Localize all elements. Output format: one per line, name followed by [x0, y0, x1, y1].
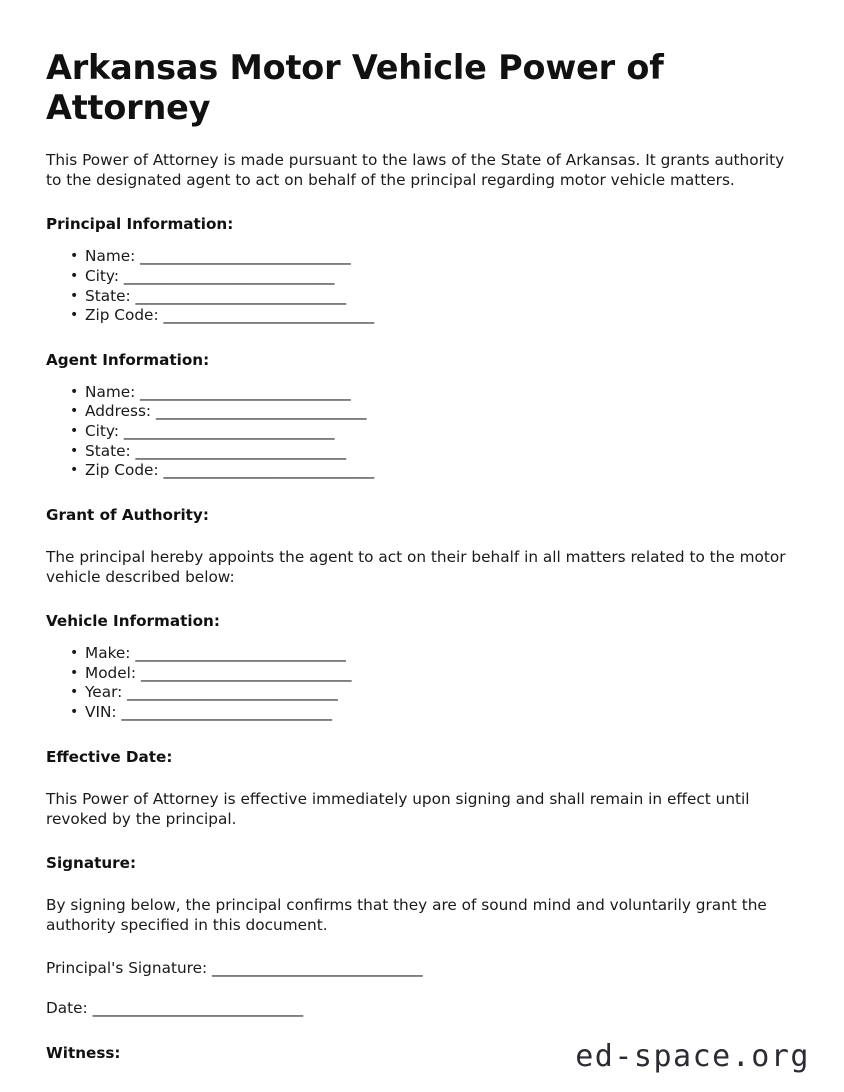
field-principal-zip: [85, 306, 798, 326]
field-label: Name:: [85, 382, 136, 401]
field-label: VIN:: [85, 702, 117, 721]
signature-heading: Signature:: [46, 853, 137, 872]
document-content: [46, 48, 798, 1063]
grant-of-authority-body: The principal hereby appoints the agent to act on their behalf in all matters related to the motor vehicle described below:: [46, 547, 786, 586]
field-label: State:: [85, 286, 131, 305]
field-principal-city: [85, 267, 798, 287]
field-rule[interactable]: _____________________________: [92, 998, 303, 1017]
field-principal-state: [85, 287, 798, 307]
field-vehicle-vin: [85, 703, 798, 723]
field-rule[interactable]: _____________________________: [163, 306, 374, 325]
effective-date-body: This Power of Attorney is effective immediately upon signing and shall remain in effect until revoked by the principal.: [46, 789, 750, 828]
field-vehicle-year: [85, 683, 798, 703]
field-label: Zip Code:: [85, 306, 159, 325]
field-label: Make:: [85, 644, 131, 663]
field-label: City:: [85, 421, 120, 440]
field-agent-zip: [85, 461, 798, 481]
field-vehicle-model: [85, 664, 798, 684]
field-rule[interactable]: _____________________________: [123, 421, 335, 440]
effective-date-heading: Effective Date:: [46, 747, 173, 766]
field-agent-name: [85, 383, 798, 403]
signature-body: By signing below, the principal confirms that they are of sound mind and voluntarily grant the authority specified in this document.: [46, 895, 767, 935]
field-rule[interactable]: _____________________________: [140, 247, 351, 266]
intro-paragraph: This Power of Attorney is made pursuant to the laws of the State of Arkansas. It grants authority to the designated agent to act on behalf of the principal regarding motor vehicle matters.: [46, 151, 785, 190]
field-label: City:: [85, 267, 120, 285]
field-label: Address:: [85, 402, 152, 421]
field-label: Date:: [46, 998, 88, 1017]
field-label: Principal's Signature:: [46, 959, 208, 978]
agent-information-fields: [46, 383, 798, 481]
principal-signature-field: [46, 959, 798, 979]
grant-of-authority-heading: Grant of Authority:: [46, 505, 209, 524]
field-label: Model:: [85, 663, 137, 682]
field-agent-state: [85, 442, 798, 462]
field-rule[interactable]: _____________________________: [121, 702, 332, 721]
field-label: Name:: [85, 247, 136, 266]
field-rule[interactable]: _____________________________: [155, 402, 367, 421]
field-agent-address: [85, 402, 798, 422]
field-rule[interactable]: _____________________________: [163, 461, 374, 480]
field-rule[interactable]: _____________________________: [123, 267, 335, 285]
witness-heading: Witness:: [46, 1043, 121, 1062]
field-label: Year:: [85, 683, 123, 702]
field-label: State:: [85, 441, 131, 460]
field-rule[interactable]: _____________________________: [140, 382, 351, 401]
signature-date-field: [46, 999, 798, 1019]
field-rule[interactable]: _____________________________: [140, 663, 352, 682]
principal-information-heading: Principal Information:: [46, 215, 234, 234]
vehicle-information-heading: Vehicle Information:: [46, 612, 220, 631]
field-agent-city: [85, 422, 798, 442]
vehicle-information-fields: [46, 644, 798, 722]
field-rule[interactable]: _____________________________: [135, 286, 346, 305]
field-rule[interactable]: _____________________________: [127, 683, 338, 702]
field-rule[interactable]: _____________________________: [135, 441, 346, 460]
page-title: Arkansas Motor Vehicle Power of Attorney: [46, 48, 664, 127]
field-rule[interactable]: _____________________________: [212, 959, 423, 978]
agent-information-heading: Agent Information:: [46, 350, 210, 369]
field-label: Zip Code:: [85, 461, 159, 480]
field-principal-name: [85, 247, 798, 267]
field-vehicle-make: [85, 644, 798, 664]
field-rule[interactable]: _____________________________: [135, 644, 346, 663]
site-watermark: ed-space.org: [575, 1039, 810, 1074]
principal-information-fields: [46, 247, 798, 325]
